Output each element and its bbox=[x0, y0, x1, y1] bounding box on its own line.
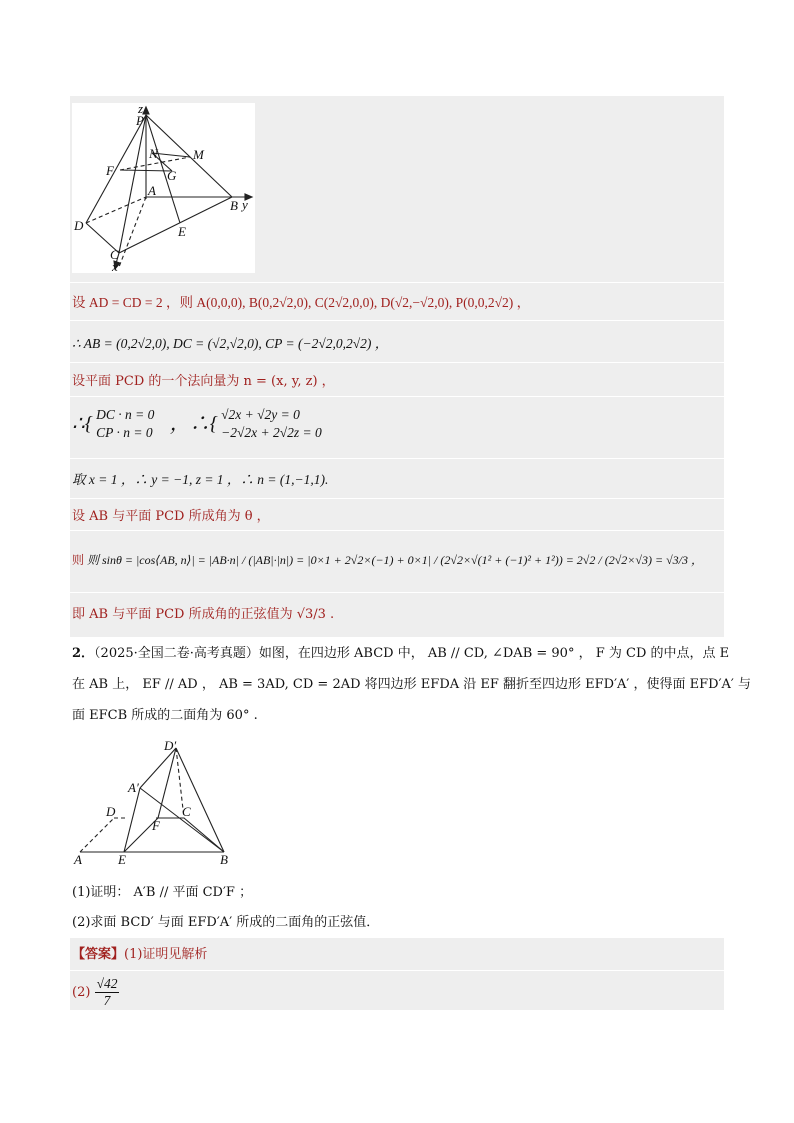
figure-label: D′ bbox=[164, 738, 177, 753]
pyramid-figure bbox=[72, 103, 255, 273]
figure-label: P bbox=[136, 113, 144, 128]
answer-numerator: √42 bbox=[96, 976, 118, 991]
figure-label: B bbox=[220, 852, 228, 867]
divider bbox=[70, 530, 724, 531]
system-eq: −2√2x + 2√2z = 0 bbox=[221, 425, 322, 440]
answer-tag: 【答案】 bbox=[72, 947, 125, 962]
figure-label: G bbox=[167, 168, 177, 183]
figure-label: N bbox=[149, 146, 158, 161]
figure-label: F bbox=[106, 163, 114, 178]
system-eq: √2x + √2y = 0 bbox=[221, 407, 300, 422]
figure-label: F bbox=[152, 818, 160, 833]
part2-text: (2)求面 BCD′ 与面 EFD′A′ 所成的二面角的正弦值． bbox=[72, 915, 380, 930]
figure-label: z bbox=[138, 103, 144, 116]
setup-line: 设 AD = CD = 2 ，则 A(0,0,0), B(0,2√2,0), C(2√2,0,0), D(√2,−√2,0), P(0,0,2√2) ， bbox=[72, 295, 531, 310]
figure-label: D bbox=[106, 804, 116, 819]
figure-label: M bbox=[193, 147, 204, 162]
figure-label: A bbox=[74, 852, 82, 867]
vectors-line: ∴ AB = (0,2√2,0), DC = (√2,√2,0), CP = (−2√2,0,2√2) ， bbox=[72, 336, 389, 351]
divider bbox=[70, 362, 724, 363]
problem2-line2: 在 AB 上， EF // AD ， AB = 3AD, CD = 2AD 将四边形 EFDA 沿 EF 翻折至四边形 EFD′A′ ，使得面 EFD′A′ 与 bbox=[72, 677, 752, 692]
figure-label: B bbox=[230, 198, 238, 213]
figure-label: A′ bbox=[128, 780, 139, 795]
answer-denominator: 7 bbox=[103, 993, 111, 1008]
normal-intro: 设平面 PCD 的一个法向量为 n = (x, y, z) ， bbox=[72, 374, 335, 389]
divider bbox=[70, 458, 724, 459]
sin-line: 则 则 sinθ = |cos⟨AB, n⟩| = |AB·n| / (|AB|·|n|) = |0×1 + 2√2×(−1) + 0×1| / (2√2×√(1² + (−1)² + 1²)) = 2√2 / (2√2×√3) = √3/3 ， bbox=[72, 553, 703, 567]
part1-text: (1)证明： A′B // 平面 CD′F ； bbox=[72, 885, 253, 900]
divider bbox=[70, 320, 724, 321]
equation-system: ∴{ DC · n = 0 CP · n = 0 ，∴{ √2x + √2y = 0 −2√2x + 2√2z = 0 bbox=[72, 407, 322, 440]
problem2-line1: 2．（2025·全国二卷·高考真题）如图，在四边形 ABCD 中， AB // CD, ∠DAB = 90° ， F 为 CD 的中点，点 E bbox=[72, 646, 730, 661]
problem2-line3: 面 EFCB 所成的二面角为 60° . bbox=[72, 708, 258, 723]
figure-label: E bbox=[118, 852, 126, 867]
figure-label: E bbox=[178, 224, 186, 239]
figure-label: A bbox=[148, 183, 156, 198]
figure-label: x bbox=[112, 259, 118, 273]
answer-line1: 【答案】(1)证明见解析 bbox=[72, 947, 208, 962]
angle-intro: 设 AB 与平面 PCD 所成角为 θ ， bbox=[72, 509, 270, 524]
answer-line2: (2) $\frac{√42}{7}$ bbox=[72, 976, 118, 1008]
divider bbox=[70, 396, 724, 397]
figure-label: y bbox=[242, 197, 248, 212]
divider bbox=[70, 498, 724, 499]
divider bbox=[70, 282, 724, 283]
figure-label: C bbox=[182, 804, 191, 819]
divider bbox=[70, 970, 724, 971]
figure-label: D bbox=[74, 218, 84, 233]
system-eq: DC · n = 0 bbox=[96, 407, 155, 422]
divider bbox=[70, 592, 724, 593]
system-eq: CP · n = 0 bbox=[96, 425, 153, 440]
take-line: 取 x = 1 ，∴ y = −1, z = 1 ，∴ n = (1,−1,1). bbox=[72, 472, 329, 487]
conclusion-line: 即 AB 与平面 PCD 所成角的正弦值为 √3/3 . bbox=[72, 607, 335, 622]
figure-label: C bbox=[110, 247, 119, 262]
folding-figure bbox=[72, 736, 242, 868]
